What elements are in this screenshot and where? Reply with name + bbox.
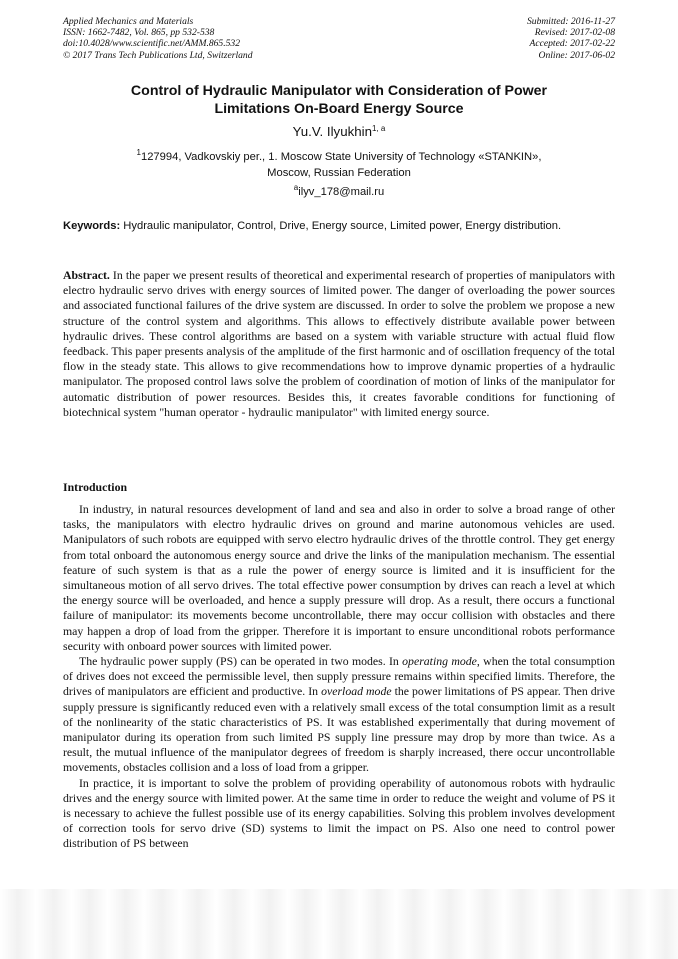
affiliation-line-2: Moscow, Russian Federation [267,166,411,179]
paper-title [63,82,615,118]
intro-p2-part-a: The hydraulic power supply (PS) can be operated in two modes. In [79,654,403,669]
revised-date: Revised: 2017-02-08 [534,27,615,39]
doi-line: doi:10.4028/www.scientific.net/AMM.865.532 [63,38,241,50]
online-date: Online: 2017-06-02 [538,49,615,61]
author-email [63,183,615,198]
email-superscript: a [293,183,299,192]
affiliation-line-1: 127994, Vadkovskiy per., 1. Moscow State University of Technology «STANKIN», [140,151,542,163]
intro-p2-part-c: the power limitations of PS appear. Then drive supply pressure is significantly reduced even with a relatively small excess of the total consumption limit as a result of the nonlinearity of the static characteristics of PS. It was established experimentally that during movement of manipulator during its operation from such limited PS supply line pressure may drop by more than twice. As a result, the mutual influence of the manipulator degrees of freedom is sharply increased, there occur uncontrollable movements, obstacles collision and a loss of load from a gripper. [63,684,615,775]
intro-paragraph-1: In industry, in natural resources development of land and sea and also in order to solve a broad range of other tasks, the manipulators with electro hydraulic drives on ground and marine autonomous vehicles are used. Manipulators of such robots are equipped with servo electro hydraulic drives of the throttle control. They get energy from total onboard the autonomous energy source and drive the links of the manipulation mechanism. The essential feature of such system is that as a rule the power of energy source is limited and it is insufficient for the simultaneous motion of all servo drives. The total effective power consumption by drives can reach a level at which the energy source will be overloaded, and hence a supply pressure will drop. As a result, there occurs a functional failure of manipulator: its movements become uncontrollable, there may occur collision with obstacles and there may happen a drop of load from the gripper. Therefore it is important to ensure unconditional robots performance security with onboard power sources with limited power. [63,502,615,653]
abstract-text: In the paper we present results of theoretical and experimental research of properties of manipulators with electro hydraulic servo drives with energy sources of limited power. The danger of overloading the power sources and associated functional failures of the drive system are discussed. In order to solve the problem we propose a new structure of the control system and algorithms. This allows to effectively distribute available power between hydraulic drives. These control algorithms are based on a system with variable structure with actual fluid flow feedback. This paper presents analysis of the amplitude of the first harmonic and of oscillation frequency of the total flow in the steady state. This allows to give recommendations how to improve dynamic properties of a hydraulic manipulator. The proposed control laws solve the problem of coordination of motion of links of the manipulator for automatic distribution of power resources. Besides this, it creates favorable conditions for functioning of biotechnical system "human operator - hydraulic manipulator" with limited energy source. [63,268,615,419]
affiliation [63,150,615,181]
affiliation-superscript: 1 [136,148,141,157]
keywords-label: Keywords: [63,220,121,232]
submitted-date: Submitted: 2016-11-27 [526,16,615,27]
abstract [63,268,615,420]
intro-paragraph-2 [63,654,615,776]
intro-paragraph-3: In practice, it is important to solve the problem of providing operability of autonomous robots with hydraulic drives and the energy source with limited power. At the same time in order to reduce the weight and volume of PS it is necessary to achieve the fullest possible use of its energy capabilities. Solving this problem involves development of correction tools for servo drive (SD) systems to limit the impact on PS. Also one need to control power distribution of PS between [63,775,615,851]
introduction-heading: Introduction [63,480,128,494]
email-address: ilyv_178@mail.ru [298,186,385,198]
copyright-line: © 2017 Trans Tech Publications Ltd, Switzerland [63,49,253,61]
keywords [63,219,615,235]
operating-mode-term: operating mode [402,654,477,669]
issn-line: ISSN: 1662-7482, Vol. 865, pp 532-538 [63,27,215,39]
journal-name: Applied Mechanics and Materials [63,16,194,27]
overload-mode-term: overload mode [321,684,392,699]
keywords-text: Hydraulic manipulator, Control, Drive, Energy source, Limited power, Energy distribution. [120,220,562,232]
title-line-2: Limitations On-Board Energy Source [214,101,464,117]
title-line-1: Control of Hydraulic Manipulator with Consideration of Power [130,83,548,99]
author-superscript: 1, a [372,124,386,133]
header-right [527,16,615,61]
author-line [63,124,615,139]
bottom-watermark [0,889,678,959]
intro-p2-part-b: , when the total consumption of drives does not exceed the permissible level, then supply pressure remains within specified limits. Therefore, the drives of manipulators are efficient and productive. In [63,654,615,699]
author-name: Yu.V. Ilyukhin [292,124,372,139]
abstract-label: Abstract. [63,268,110,282]
header-left [63,16,253,61]
accepted-date: Accepted: 2017-02-22 [529,38,615,50]
introduction-body [63,502,615,852]
